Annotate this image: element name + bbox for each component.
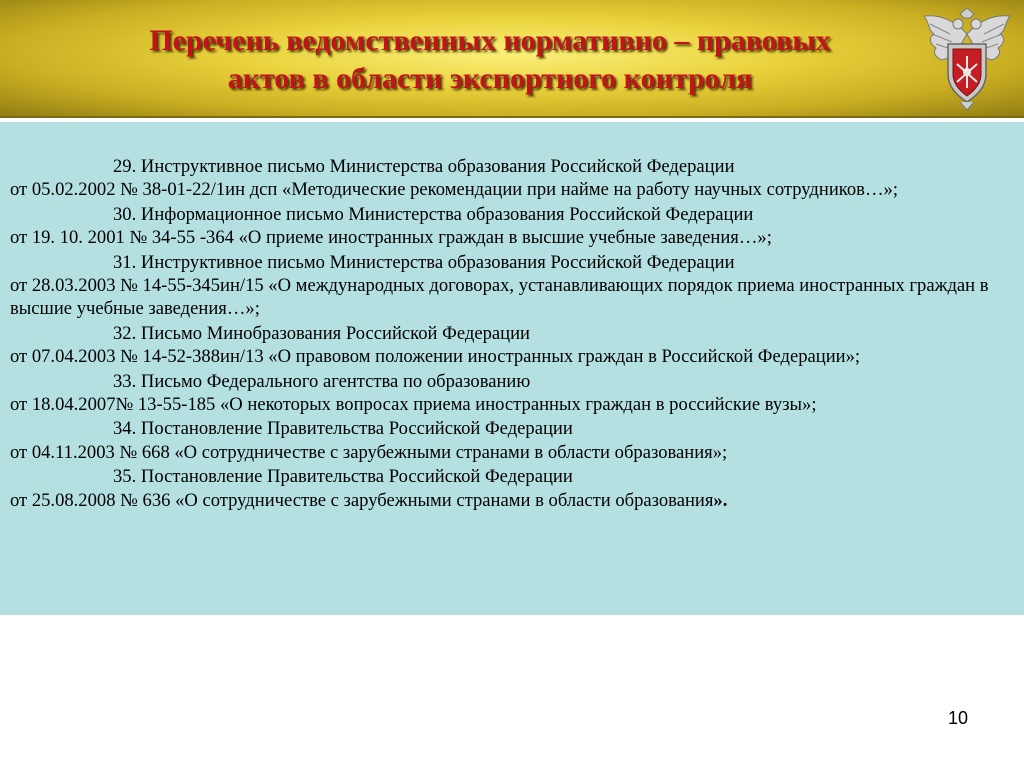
item-heading: 31. Инструктивное письмо Министерства образования Российской Федерации (113, 251, 735, 273)
item-details: от 18.04.2007№ 13-55-185 «О некоторых вопросах приема иностранных граждан в российские вузы»; (10, 394, 817, 416)
item-heading: 30. Информационное письмо Министерства образования Российской Федерации (113, 203, 754, 225)
item-details: от 05.02.2002 № 38-01-22/1ин дсп «Методические рекомендации при найме на работу научных сотрудников…»; (10, 179, 899, 201)
list-item (10, 155, 1010, 202)
list-item (10, 370, 1010, 417)
list-item (10, 417, 1010, 464)
content-panel (0, 122, 1024, 615)
item-details (10, 489, 1010, 512)
page-number: 10 (947, 708, 969, 728)
item-details: от 07.04.2003 № 14-52-388ин/13 «О правовом положении иностранных граждан в Российской Федерации»; (10, 346, 861, 368)
double-headed-eagle-emblem-icon (920, 4, 1014, 112)
item-heading: 34. Постановление Правительства Российской Федерации (113, 418, 573, 440)
list-item (10, 322, 1010, 369)
item-details-text: от 25.08.2008 № 636 «О сотрудничестве с зарубежными странами в области образования (10, 489, 714, 511)
slide-title-line-2: актов в области экспортного контроля (227, 62, 753, 95)
item-details: от 28.03.2003 № 14-55-345ин/15 «О международных договорах, устанавливающих порядок приема иностранных граждан в высшие учебные заведения…»; (10, 275, 989, 320)
item-heading: 29. Инструктивное письмо Министерства образования Российской Федерации (113, 156, 735, 177)
item-heading: 32. Письмо Минобразования Российской Федерации (113, 322, 530, 344)
list-item (10, 251, 1010, 321)
item-heading: 35. Постановление Правительства Российской Федерации (113, 466, 573, 488)
item-details: от 19. 10. 2001 № 34-55 -364 «О приеме иностранных граждан в высшие учебные заведения…»; (10, 227, 772, 249)
document-list (10, 155, 1010, 513)
slide-title-line-1: Перечень ведомственных нормативно – правовых (149, 24, 831, 57)
item-details-closing-quote: ». (713, 489, 728, 511)
item-details: от 04.11.2003 № 668 «О сотрудничестве с зарубежными странами в области образования»; (10, 441, 728, 463)
list-item (10, 203, 1010, 250)
slide-title (70, 22, 910, 98)
title-banner (0, 0, 1024, 118)
list-item (10, 465, 1010, 512)
item-heading: 33. Письмо Федерального агентства по образованию (113, 370, 531, 392)
